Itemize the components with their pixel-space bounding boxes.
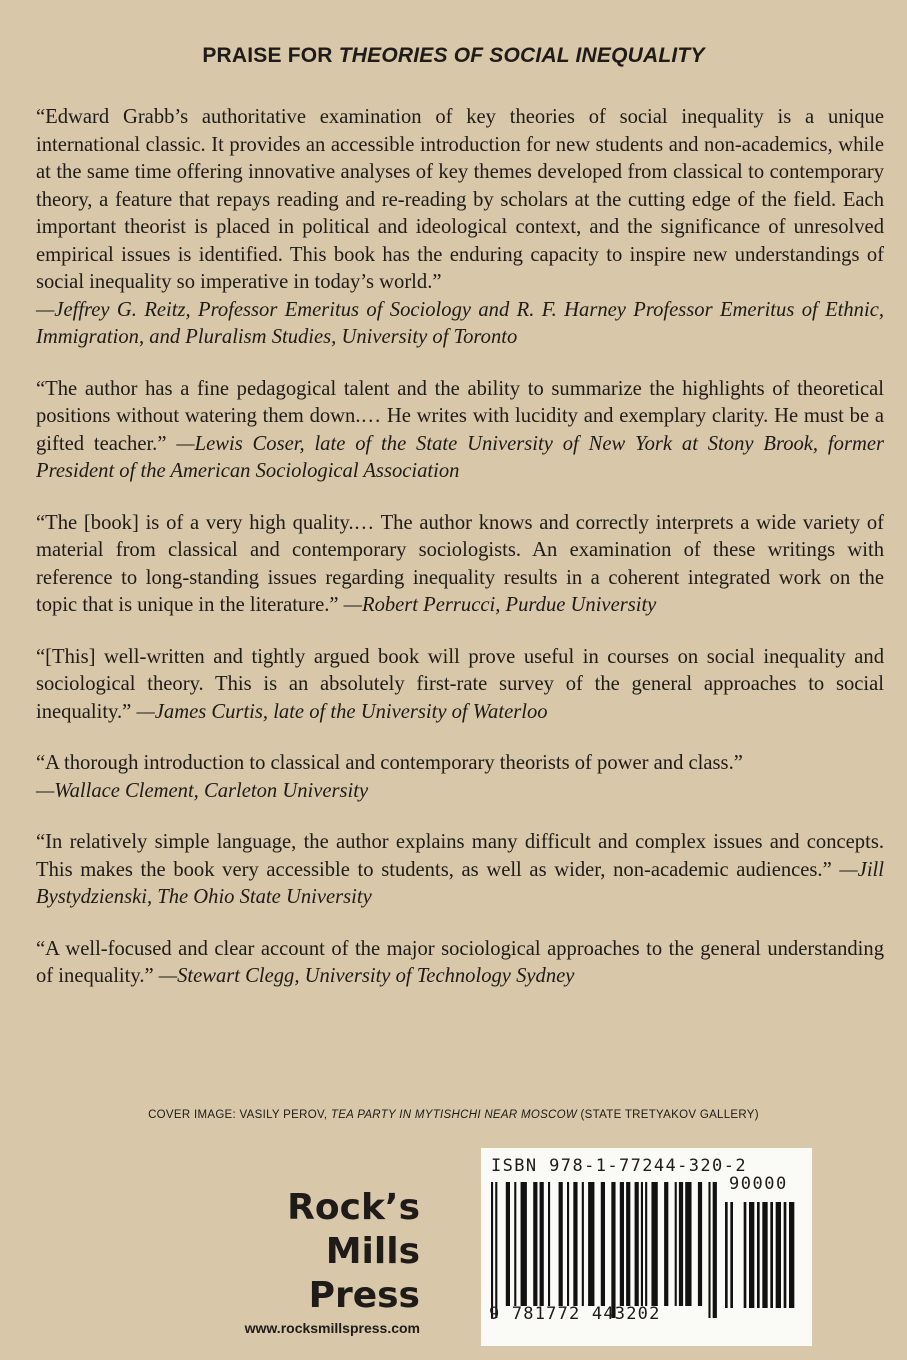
barcode-bar: [675, 1182, 677, 1306]
isbn-label: ISBN 978-1-77244-320-2: [491, 1156, 747, 1176]
barcode-bar: [559, 1182, 563, 1306]
barcode-bar: [567, 1182, 569, 1306]
quote-attribution: —Jill Bystydzienski, The Ohio State University: [36, 858, 884, 908]
quote: [36, 104, 884, 352]
addon-number: 90000: [729, 1174, 788, 1194]
cover-credit: COVER IMAGE: VASILY PEROV, TEA PARTY IN MYTISHCHI NEAR MOSCOW (STATE TRETYAKOV GALLERY): [148, 1109, 759, 1121]
ean-bars: [491, 1182, 719, 1318]
quote-text: “In relatively simple language, the author explains many difficult and complex issues and concepts. This makes the book very accessible to students, as well as wider, non-academic audiences.”: [36, 831, 884, 881]
barcode-bar: [645, 1182, 647, 1306]
barcode-bar: [582, 1182, 584, 1306]
barcode-bar: [762, 1202, 767, 1308]
barcode-bar: [770, 1202, 773, 1308]
barcode-bar: [730, 1202, 733, 1308]
quote-attribution: —Wallace Clement, Carleton University: [36, 779, 369, 802]
barcode-bar: [601, 1182, 605, 1306]
quote: [36, 750, 884, 805]
barcode-bar: [635, 1182, 639, 1306]
quote-attribution: —Stewart Clegg, University of Technology Sydney: [158, 965, 575, 987]
barcode-bar: [679, 1182, 683, 1306]
barcode-bar: [573, 1182, 577, 1306]
quote-attribution: —Jeffrey G. Reitz, Professor Emeritus of Sociology and R. F. Harney Professor Emeritus of Ethnic, Immigration, and Pluralism Studies, University of Toronto: [36, 298, 884, 348]
quote-text: “[This] well-written and tightly argued book will prove useful in courses on social inequality and sociological theory. This is an absolutely first-rate survey of the general approaches to social inequality.”: [36, 645, 884, 723]
barcode-bar: [784, 1202, 787, 1308]
quote: [36, 829, 884, 912]
barcode-bar: [776, 1202, 781, 1308]
barcode-bar: [548, 1182, 550, 1306]
barcode-bar: [757, 1202, 760, 1308]
barcode-bar: [611, 1182, 615, 1318]
quote: [36, 510, 884, 620]
barcode-bar: [685, 1182, 691, 1306]
isbn-barcode: [481, 1148, 812, 1346]
barcode-bar: [533, 1182, 537, 1306]
barcode-bar: [789, 1202, 794, 1308]
quote: [36, 376, 884, 486]
barcode-bar: [506, 1182, 510, 1306]
praise-heading: [0, 44, 907, 68]
barcode-bar: [491, 1182, 493, 1318]
barcode-bar: [725, 1202, 728, 1308]
barcode-bar: [651, 1182, 657, 1306]
barcode-bar: [626, 1182, 630, 1306]
quote-text: “The [book] is of a very high quality.… The author knows and correctly interprets a wide variety of material from classical and contemporary sociologists. An examination of these writings with reference to long-standing issues regarding inequality results in a coherent integrated work on the topic that is unique in the literature.”: [36, 511, 884, 616]
barcode-bar: [620, 1182, 624, 1306]
painting-title: TEA PARTY IN MYTISHCHI NEAR MOSCOW: [330, 1109, 578, 1121]
barcode-bar: [708, 1182, 710, 1318]
barcode-bar: [514, 1182, 516, 1306]
quote-text: “A thorough introduction to classical and contemporary theorists of power and class.”: [36, 752, 743, 774]
barcode-bar: [744, 1202, 747, 1308]
publisher-url[interactable]: www.rocksmillspress.com: [244, 1320, 420, 1336]
quote: [36, 644, 884, 727]
barcode-bar: [664, 1182, 668, 1306]
barcode-bar: [749, 1202, 754, 1308]
barcode-bar: [495, 1182, 497, 1318]
barcode-bar: [698, 1182, 702, 1306]
barcode-bar: [540, 1182, 544, 1306]
barcode-bar: [641, 1182, 643, 1306]
book-title: THEORIES OF SOCIAL INEQUALITY: [338, 44, 705, 67]
quote-text: “Edward Grabb’s authoritative examination of key theories of social inequality is a unique international classic. It provides an accessible introduction for new students and non-academics, while at the same time offering innovative analyses of key themes developed from classical to contemporary theory, a feature that repays reading and re-reading by scholars at the cutting edge of the field. Each important theorist is placed in political and ideological context, and the significance of unresolved empirical issues is identified. This book has the enduring capacity to inspire new understandings of social inequality so imperative in today’s world.”: [36, 106, 884, 293]
ean-number: 9 781772 443202: [489, 1304, 661, 1324]
quote-attribution: —James Curtis, late of the University of Waterloo: [136, 700, 548, 723]
quote-attribution: —Robert Perrucci, Purdue University: [343, 594, 657, 616]
quote-text: “A well-focused and clear account of the major sociological approaches to the general understanding of inequality.”: [36, 937, 884, 987]
quotes-list: [36, 104, 884, 1015]
quote-text: “The author has a fine pedagogical talent and the ability to summarize the highlights of theoretical positions without watering them down.… He writes with lucidity and exemplary clarity. He must be a gifted teacher.”: [36, 377, 884, 455]
quote-attribution: —Lewis Coser, late of the State University of New York at Stony Brook, former President of the American Sociological Association: [36, 432, 884, 482]
addon-bars: [725, 1202, 797, 1308]
praise-heading-prefix: PRAISE FOR: [202, 44, 339, 67]
publisher-logo: Rock’s Mills Press: [287, 1187, 420, 1316]
barcode-bar: [588, 1182, 594, 1306]
barcode-bar: [521, 1182, 527, 1306]
barcode-bar: [713, 1182, 717, 1318]
quote: [36, 936, 884, 991]
